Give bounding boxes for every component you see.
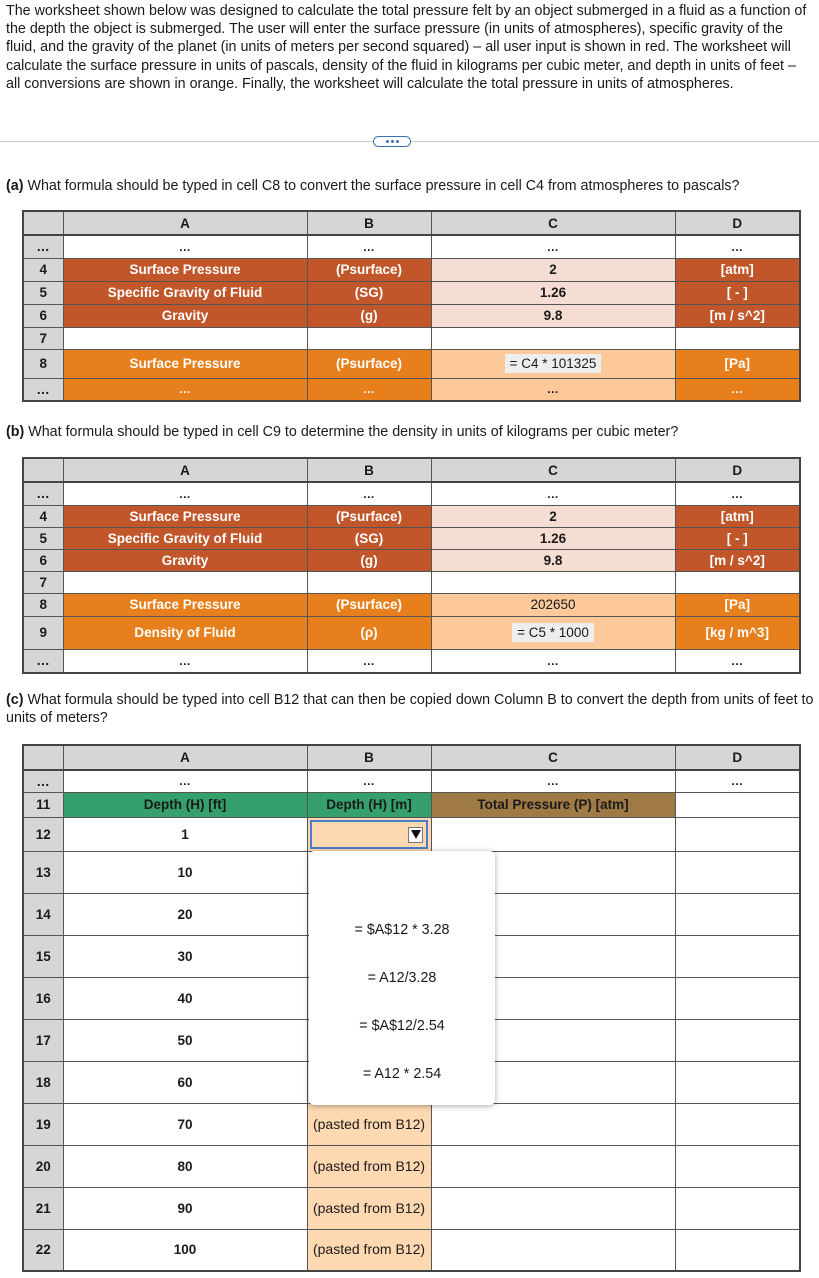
- row-header: 7: [23, 327, 63, 349]
- header-total-pressure: Total Pressure (P) [atm]: [431, 792, 675, 817]
- cell-formula: [431, 349, 675, 378]
- question-a-label: (a): [6, 178, 24, 194]
- row-header: 4: [23, 258, 63, 281]
- cell-empty: [675, 1145, 800, 1187]
- row-header: 5: [23, 281, 63, 304]
- cell-empty: [675, 977, 800, 1019]
- cell-input-value: 2: [431, 258, 675, 281]
- cell-empty: [307, 327, 431, 349]
- question-c-text: What formula should be typed into cell B12 that can then be copied down Column B to convert the depth from units of feet to units of meters?: [6, 692, 814, 727]
- cell-variable: (SG): [307, 281, 431, 304]
- question-c: [6, 691, 819, 728]
- cell-variable: (Psurface): [307, 593, 431, 616]
- dropdown-option[interactable]: = $A$12/2.54: [359, 1018, 445, 1034]
- cell-ellipsis: ...: [431, 235, 675, 258]
- cell-unit: [atm]: [675, 505, 800, 527]
- col-header-b[interactable]: B: [307, 211, 431, 235]
- cell-ellipsis: ...: [431, 378, 675, 401]
- cell-ellipsis: ...: [307, 235, 431, 258]
- cell-unit: [ - ]: [675, 281, 800, 304]
- cell-empty: [431, 1145, 675, 1187]
- cell-variable: (Psurface): [307, 505, 431, 527]
- cell-empty: [675, 327, 800, 349]
- formula-c8: = C4 * 101325: [505, 354, 602, 373]
- col-header-c[interactable]: C: [431, 458, 675, 482]
- cell-empty: [431, 817, 675, 851]
- cell-unit: [ - ]: [675, 527, 800, 549]
- col-header-a[interactable]: A: [63, 211, 307, 235]
- row-header: 19: [23, 1103, 63, 1145]
- cell-empty: [431, 327, 675, 349]
- cell-ellipsis: ...: [431, 482, 675, 505]
- cell-empty: [675, 1229, 800, 1271]
- row-header-ellipsis: ...: [23, 235, 63, 258]
- col-header-c[interactable]: C: [431, 745, 675, 770]
- cell-ellipsis: ...: [675, 378, 800, 401]
- sheet-a: [22, 210, 801, 402]
- cell-label: Density of Fluid: [63, 616, 307, 649]
- cell-label: Surface Pressure: [63, 349, 307, 378]
- row-header: 11: [23, 792, 63, 817]
- row-header: 5: [23, 527, 63, 549]
- corner-cell: [23, 745, 63, 770]
- row-header-ellipsis: ...: [23, 649, 63, 673]
- cell-ellipsis: ...: [675, 770, 800, 792]
- row-header: 15: [23, 935, 63, 977]
- question-c-label: (c): [6, 692, 24, 708]
- cell-pasted: (pasted from B12): [307, 1187, 431, 1229]
- cell-variable: (SG): [307, 527, 431, 549]
- row-header: 18: [23, 1061, 63, 1103]
- cell-ellipsis: ...: [307, 649, 431, 673]
- cell-pasted: (pasted from B12): [307, 1103, 431, 1145]
- cell-computed-value: 202650: [431, 593, 675, 616]
- cell-empty: [675, 792, 800, 817]
- cell-depth-ft: 100: [63, 1229, 307, 1271]
- cell-empty: [63, 327, 307, 349]
- cell-depth-ft: 40: [63, 977, 307, 1019]
- dropdown-option[interactable]: = A12 * 2.54: [362, 1066, 442, 1082]
- cell-label: Specific Gravity of Fluid: [63, 527, 307, 549]
- cell-ellipsis: ...: [63, 482, 307, 505]
- header-depth-m: Depth (H) [m]: [307, 792, 431, 817]
- row-header: 22: [23, 1229, 63, 1271]
- cell-label: Surface Pressure: [63, 593, 307, 616]
- cell-unit: [kg / m^3]: [675, 616, 800, 649]
- cell-label: Gravity: [63, 549, 307, 571]
- col-header-b[interactable]: B: [307, 745, 431, 770]
- header-depth-ft: Depth (H) [ft]: [63, 792, 307, 817]
- cell-ellipsis: ...: [63, 378, 307, 401]
- col-header-b[interactable]: B: [307, 458, 431, 482]
- row-header-ellipsis: ...: [23, 378, 63, 401]
- cell-input-value: 2: [431, 505, 675, 527]
- row-header: 14: [23, 893, 63, 935]
- cell-unit: [m / s^2]: [675, 549, 800, 571]
- cell-label: Gravity: [63, 304, 307, 327]
- cell-empty: [675, 571, 800, 593]
- cell-depth-ft: 60: [63, 1061, 307, 1103]
- cell-ellipsis: ...: [63, 235, 307, 258]
- row-header: 17: [23, 1019, 63, 1061]
- cell-depth-ft: 80: [63, 1145, 307, 1187]
- row-header: 8: [23, 349, 63, 378]
- cell-empty: [431, 1103, 675, 1145]
- cell-b12[interactable]: [307, 817, 431, 851]
- row-header: 8: [23, 593, 63, 616]
- cell-unit: [Pa]: [675, 593, 800, 616]
- cell-empty: [431, 571, 675, 593]
- row-header: 13: [23, 851, 63, 893]
- dropdown-menu: [309, 851, 495, 1105]
- cell-label: Surface Pressure: [63, 505, 307, 527]
- cell-variable: (Psurface): [307, 349, 431, 378]
- cell-empty: [675, 1061, 800, 1103]
- row-header-ellipsis: ...: [23, 482, 63, 505]
- cell-ellipsis: ...: [307, 378, 431, 401]
- answer-dropdown[interactable]: [310, 820, 428, 849]
- cell-ellipsis: ...: [675, 482, 800, 505]
- cell-ellipsis: ...: [675, 235, 800, 258]
- cell-empty: [675, 935, 800, 977]
- cell-ellipsis: ...: [307, 482, 431, 505]
- cell-unit: [Pa]: [675, 349, 800, 378]
- row-header: 12: [23, 817, 63, 851]
- cell-label: Specific Gravity of Fluid: [63, 281, 307, 304]
- corner-cell: [23, 211, 63, 235]
- cell-pasted: (pasted from B12): [307, 1229, 431, 1271]
- cell-depth-ft: 1: [63, 817, 307, 851]
- question-a-text: What formula should be typed in cell C8 to convert the surface pressure in cell C4 from atmospheres to pascals?: [23, 178, 740, 194]
- cell-empty: [675, 851, 800, 893]
- cell-empty: [431, 1187, 675, 1229]
- question-a: [6, 177, 739, 195]
- cell-label: Surface Pressure: [63, 258, 307, 281]
- row-header: 9: [23, 616, 63, 649]
- col-header-c[interactable]: C: [431, 211, 675, 235]
- question-b-label: (b): [6, 424, 25, 440]
- col-header-a[interactable]: A: [63, 745, 307, 770]
- cell-ellipsis: ...: [307, 770, 431, 792]
- cell-ellipsis: ...: [675, 649, 800, 673]
- cell-pasted: (pasted from B12): [307, 1145, 431, 1187]
- cell-input-value: 1.26: [431, 527, 675, 549]
- cell-variable: (g): [307, 304, 431, 327]
- sheet-b: [22, 457, 801, 674]
- col-header-d[interactable]: D: [675, 458, 800, 482]
- row-header-ellipsis: ...: [23, 770, 63, 792]
- question-b-text: What formula should be typed in cell C9 to determine the density in units of kilograms per cubic meter?: [24, 424, 679, 440]
- row-header: 7: [23, 571, 63, 593]
- cell-empty: [675, 893, 800, 935]
- col-header-d[interactable]: D: [675, 211, 800, 235]
- cell-variable: (g): [307, 549, 431, 571]
- question-b: [6, 423, 678, 441]
- cell-empty: [63, 571, 307, 593]
- row-header: 20: [23, 1145, 63, 1187]
- formula-c9: = C5 * 1000: [512, 623, 594, 642]
- cell-empty: [675, 1019, 800, 1061]
- cell-empty: [675, 1187, 800, 1229]
- cell-unit: [atm]: [675, 258, 800, 281]
- row-header: 6: [23, 549, 63, 571]
- cell-empty: [675, 817, 800, 851]
- dropdown-option[interactable]: = $A$12 * 3.28: [354, 922, 450, 938]
- row-header: 16: [23, 977, 63, 1019]
- intro-text: The worksheet shown below was designed to calculate the total pressure felt by an object submerged in a fluid as a function of the depth the object is submerged. The user will enter the surface pressure (in units of atmospheres), specific gravity of the fluid, and the gravity of the planet (in units of meters per second squared) – all user input is shown in red. The worksheet will calculate the surface pressure in units of pascals, density of the fluid in kilograms per cubic meter, and depth in units of feet – all conversions are shown in orange. Finally, the worksheet will calculate the total pressure in units of atmospheres.: [6, 3, 807, 92]
- dropdown-option[interactable]: = A12/3.28: [367, 970, 437, 986]
- cell-ellipsis: ...: [431, 649, 675, 673]
- cell-variable: (Psurface): [307, 258, 431, 281]
- cell-ellipsis: ...: [63, 649, 307, 673]
- cell-depth-ft: 30: [63, 935, 307, 977]
- row-header: 21: [23, 1187, 63, 1229]
- col-header-a[interactable]: A: [63, 458, 307, 482]
- cell-empty: [431, 1229, 675, 1271]
- cell-unit: [m / s^2]: [675, 304, 800, 327]
- cell-empty: [675, 1103, 800, 1145]
- cell-ellipsis: ...: [63, 770, 307, 792]
- triangle-down-icon[interactable]: [408, 827, 423, 843]
- cell-empty: [307, 571, 431, 593]
- cell-depth-ft: 50: [63, 1019, 307, 1061]
- row-header: 4: [23, 505, 63, 527]
- cell-formula: [431, 616, 675, 649]
- cell-depth-ft: 10: [63, 851, 307, 893]
- col-header-d[interactable]: D: [675, 745, 800, 770]
- corner-cell: [23, 458, 63, 482]
- cell-depth-ft: 20: [63, 893, 307, 935]
- cell-depth-ft: 70: [63, 1103, 307, 1145]
- cell-variable: (ρ): [307, 616, 431, 649]
- more-dots-icon[interactable]: [373, 136, 411, 147]
- cell-input-value: 9.8: [431, 549, 675, 571]
- row-header: 6: [23, 304, 63, 327]
- cell-ellipsis: ...: [431, 770, 675, 792]
- cell-depth-ft: 90: [63, 1187, 307, 1229]
- cell-input-value: 1.26: [431, 281, 675, 304]
- cell-input-value: 9.8: [431, 304, 675, 327]
